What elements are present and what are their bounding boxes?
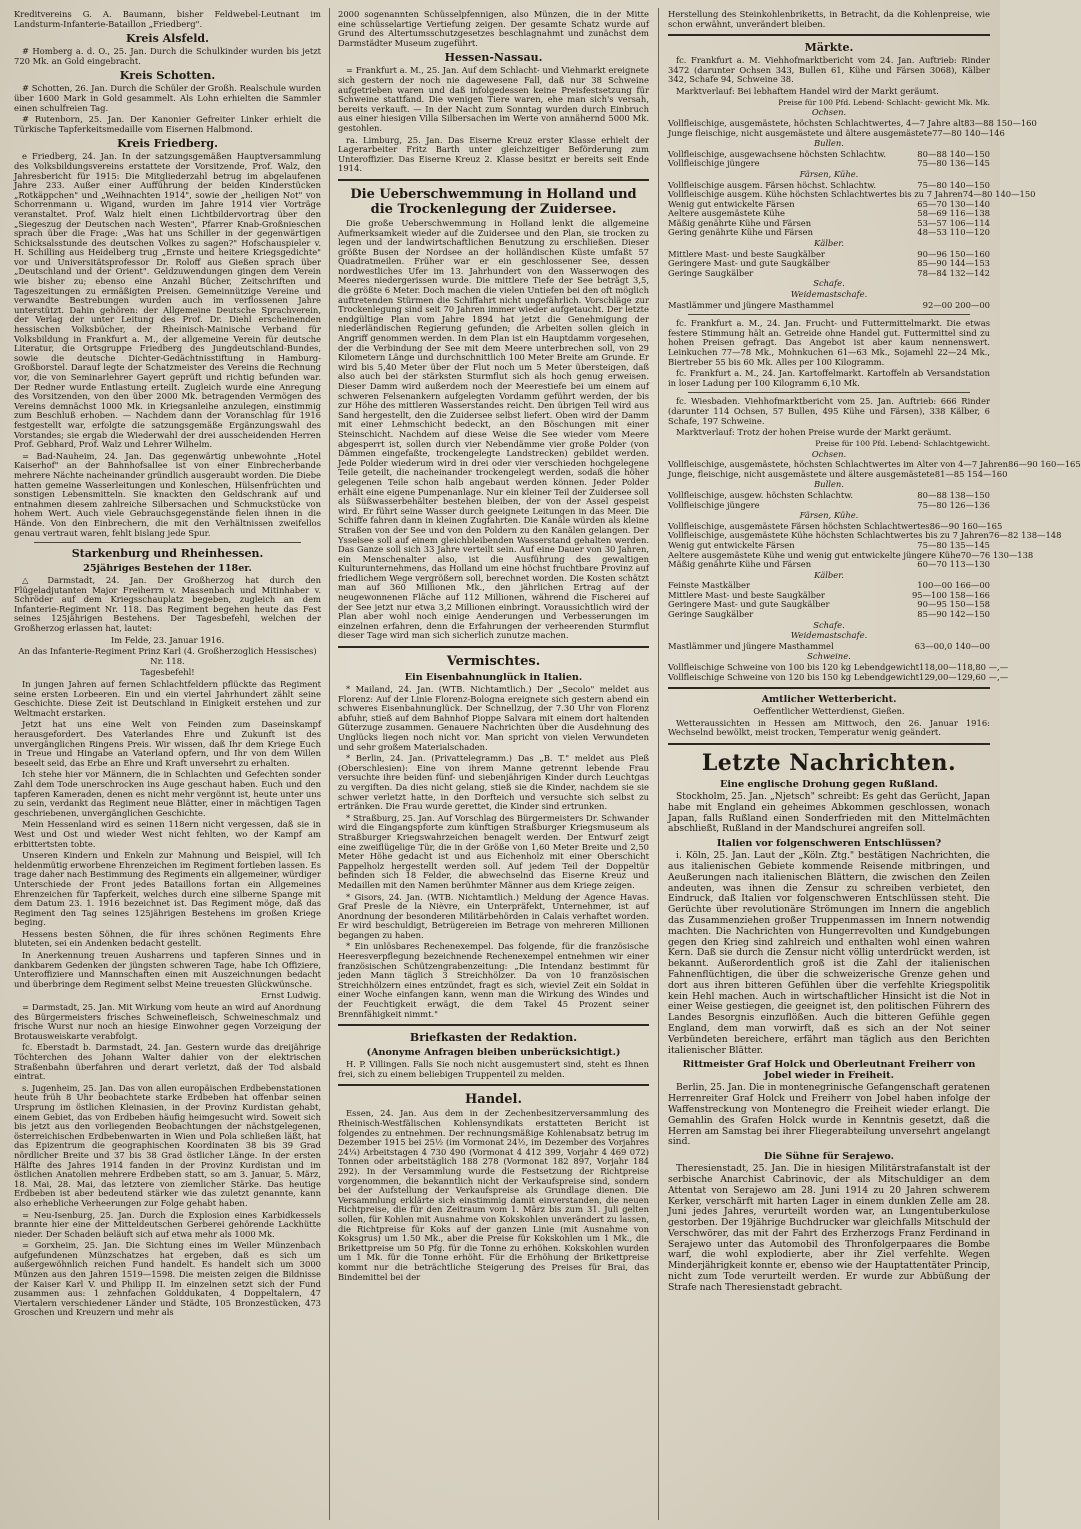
price-label: Mastlämmer und jüngere Masthammel [668,299,834,310]
price-values: 86—90 160—165 [929,520,1003,531]
intro-text: Kreditvereins G. A. Baumann, bisher Feldwebel-Leutnant im Landsturm-Infanterie-Bataillon „Friedberg". [14,9,321,29]
section-title: Starkenburg und Rheinhessen. [71,547,264,561]
article-paragraph: Die große Ueberschwemmung in Holland lenkt die allgemeine Aufmerksamkeit wieder auf die Zuidersee und den Plan, sie trocken zu legen und der landwirtschaftlichen Benutzung zu erschließen. Dieser größte Busen der Nordsee an der holländischen Küste umfaßt 57 Quadratmeilen. Früher war er ein geschlossener See, dessen nordwestliches Ufer im 13. Jahrhundert von den Wasserwogen des Meeres niedergerissen wurde. Die mittlere Tiefe der See beträgt 3,5, die größte 6 Meter. Doch machen die vielen Untiefen bei den oft möglich auftretenden Stürmen die Schiffahrt nicht ungefährlich. Vorschläge zur Trockenlegung sind seit 70 Jahren immer wieder aufgetaucht. Der letzte endgültige Plan vom Jahre 1894 hat jetzt die Genehmigung der niederländischen Regierung gefunden; die Arbeiten sollen gleich in Angriff genommen werden. In dem Plan ist ein Hauptdamm vorgesehen, der die Verbindung der See mit dem Meere unterbrechen soll, von 29 Kilometern Länge und durchschnittlich 100 Meter Breite am Grunde. Er wird bis 5,40 Meter über der Flut noch um 5 Meter übersteigen, daß also auch bei der stärksten Sturmflut sich als hoch genug erweisen. Dieser Damm wird außerdem noch der Meerestiefe bei um einem auf schweren Felsenankern aufgelegten Vordamm geführt werden, der bis zur Höhe des mittleren Wasserstandes reicht. Den übrigen Teil wird aus Sand hergestellt, den die Zuidersee selbst liefert. Oben wird der Damm mit einer Lehmschicht bedeckt, an den Böschungen mit einer Steinschicht. Nachdem auf diese Weise die See wieder vom Meere abgesperrt ist, sollen durch vier Nebendämme vier große Polder (von Dämmen eingefaßte, trockengelegte Landstrecken) gebildet werden. Jede Polder wiederum wird in drei oder vier verschieden hochgelegene Teile geteilt, die nacheinander trockengelegt werden, sodaß die höher gelegenen Teile schon halb angebaut werden können. Jeder Polder erhält eine eigene Pumpenanlage. Nur ein kleiner Teil der Zuidersee soll als Süßwasserbehälter bestehen bleiben, der von der Assel gespeist wird. Er führt seine Wasser durch geeignete Leitungen in das Meer. Die Schiffe fahren dann in kleinen Zugfahrten. Die Kanäle würden als kleine Straßen von der See und von den Poldern zu den Kanälen gelangen. Der Ysselsee soll auf einem gleichbleibenden Wasserstand gehalten werden. Das Ganze soll sich 33 Jahre verteilt sein. Auf eine Dauer von 30 Jahren, ein Menschenalter also, ist die Ausführung des gewaltigen Kulturunternehmens, das Holland um eine höchst fruchtbare Provinz auf friedlichem Wege vergrößern soll, berechnet worden. Die Kosten schätzt man auf 360 Millionen Mk., den jährlichen Ertrag auf der neugewonnenen Fläche auf 112 Millionen, während die Fischerei auf der See jetzt nur etwa 3,2 Millionen einbringt. Voraussichtlich wird der Plan aber wohl noch einige Aenderungen und Verbesserungen im einzelnen erfahren, denn die Erfahrungen der verheerenden Sturmflut dieser Tage wird man sich sicherlich zunutze machen. [338,217,649,641]
article-paragraph: e Friedberg, 24. Jan. In der satzungsgemäßen Hauptversammlung des Volksbildungsvereins erstattete der Vorsitzende, Prof. Walz, den Jahresbericht für 1915: Die Mitgliederzahl betrug im abgelaufenen Jahre 233. Außer einer Aufführung der beiden Kinderstücken „Rotkäppchen" und „Weihnachten 1914", sowie der „heiligen Not" von Schorrenmann u. Wigand, wurden im Jahre 1914 vier Vorträge veranstaltet. Prof. Walz hielt einen Lichtbildervortrag über den „Siegeszug der Deutschen nach Westen", Pfarrer Knab-Großnieschen sprach über die Frage: „Was hat uns Schiller in der gegenwärtigen Schicksalsstunde des deutschen Volkes zu sagen?" Hofschauspieler v. H. Schilling aus Heidelberg trug „Ernste und heitere Kriegsgedichte" vor und Universitätsprofessor Dr. Roloff aus Gießen sprach über „Deutschland und der Orient". Geldzuwendungen gingen dem Verein wie bisher zu; ebenso eine Anzahl Bücher, Zeitschriften und Tageszeitungen zu ermäßigten Preisen. Gemeinnützige Vereine und verwandte Bestrebungen wurden auch im verflossenen Jahre unterstützt. Dahin gehören: der Allgemeine Deutsche Sprachverein, der Verlag der unter Leitung des Prof. Dr. Diehl erscheinenden hessischen Volksbücher, der Rheinisch-Mainische Verband für Volksbildung in Frankfurt a. M., der allgemeine Verein für deutsche Literatur, die Ortsgruppe Friedberg des Jungdeutschland-Bundes, sowie die deutsche Dichter-Gedächtnisstiftung in Hamburg-Großborstel. Darauf legte der Schatzmeister des Vereins die Rechnung vor, die von Seminarlehrer Gayert geprüft und richtig befunden war. Der Redner wurde Entlastung erteilt. Zugleich wurde eine Anregung des Vorsitzenden, von den über 2000 Mk. betragenden Vermögen des Vereins demnächst 1000 Mk. in Kriegsanleihe anzulegen, einstimmig zum Beschluß erhoben. — Nachdem dann der Voranschlag für 1916 festgestellt war, erfolgte die satzungsgemäße Ergänzungswahl des Vorstandes; sie ergab die Wiederwahl der drei ausscheidenden Herren Prof. Gebhard, Prof. Walz und Lehrer Wilhelm. [14,151,321,450]
divider [668,743,990,745]
price-values: 75—80 136—145 [917,158,990,169]
column-rule [329,8,330,1520]
price-label: Mittlere Mast- und beste Saugkälber [668,248,825,259]
article-paragraph: Theresienstadt, 25. Jan. Die in hiesigen Militärstrafanstalt ist der serbische Anarchist Cabrinovic, der als Mitschuldiger an dem Attentat von Serajewo am 28. Juni 1914 zu 20 Jahren schwerem Kerker, verschärft mit harten Lager in einem dunklen Zelle am 28. Juni jedes Jahres, verurteilt worden war, an Lungentuberkulose gestorben. Der 19jährige Buchdrucker war gleichfalls Mitschuld der Verschwörer, das mit der Fahrt des Erzherzogs Franz Ferdinand in Serajewo unter das Automobil des Thronfolgerpaares die Bombe warf, die wohl explodierte, aber ihr Ziel verfehlte. Wegen Minderjährigkeit konnte er, ebenso wie der Hauptattentäter Princip, nicht zum Tode verurteilt werden. Er wurde zur Abbüßung der Strafe nach Theresienstadt gebracht. [668,1163,990,1293]
price-label: Vollfleischige jüngere [668,158,760,169]
market-verlauf: Marktverlauf: Bei lebhaftem Handel wird der Markt geräumt. [676,85,939,96]
price-row [668,159,990,169]
price-group-heading: Ochsen. [811,107,847,118]
article-paragraph: Hessens besten Söhnen, die für ihres schönen Regiments Ehre bluteten, sei ein Andenken bedacht gestellt. [14,928,321,949]
price-values: 81—85 154—160 [934,468,1008,479]
article-paragraph: H. P. Villingen. Falls Sie noch nicht ausgemustert sind, steht es Ihnen frei, sich zu einem beliebigen Truppenteil zu melden. [338,1059,649,1079]
price-values: 78—84 132—142 [917,267,990,278]
price-values: 85—90 144—153 [917,258,990,269]
price-label: Vollfleischige, ausgemästete Färsen höchsten Schlachtwertes [668,520,930,531]
article-subtitle: Italien vor folgenschweren Entschlüssen? [716,838,942,850]
article-paragraph: i. Köln, 25. Jan. Laut der „Köln. Ztg." bestätigen Nachrichten, die aus italienischen Gebiete kommende Reisende mitbringen, und Aeußerungen nach italienischen Blättern, die zwischen den Zeilen andeuten, was ihnen die Zensur zu schreiben verbietet, den Eindruck, daß Italien vor folgenschweren Entschlüssen steht. Die Gerüchte über revolutionäre Strömungen im Innern die angeblich das Zusammenziehen großer Truppenmassen im Innern notwendig machten. Die Nachrichten von Hungerrevolten und Kundgebungen gegen den Krieg sind zahlreich und enthalten wohl einen wahren Kern. Daß sie durch die Zensur nicht völlig unterdrückt werden, ist bekannt. Außerordentlich groß ist die Zahl der italienischen Fahnenflüchtigen, die über die schweizerische Grenze gehen und dort aus ihren bitteren Gefühlen über die verfehlte Kriegspolitik kein Hehl machen. Auch in wirtschaftlicher Hinsicht ist die Not in einer Weise gestiegen, die geeignet ist, den politischen Führern des Landes Besorgnis einzuflößen. Auch die bitteren Gefühle gegen England, dem man vorwirft, daß es sich an der Not seiner Verbündeten bereichere, erfährt man täglich aus den Berichten italienischer Blätter. [668,850,990,1056]
section-title: Kreis Friedberg. [117,137,218,151]
section-title: Kreis Schotten. [119,69,216,83]
article-subtitle: Ein Eisenbahnunglück in Italien. [404,672,583,684]
article-paragraph: s. Jugenheim, 25. Jan. Das von allen europäischen Erdbebenstationen heute früh 8 Uhr beobachtete starke Erdbeben hat offenbar seinen Ursprung im östlichen Kleinasien, in der Provinz Kurdistan gehabt, einem Gebiet, das von Erdbeben häufig heimgesucht wird. Soweit sich bis jetzt aus den vorliegenden Beobachtungen der nächstgelegenen, österreichischen Erdbebenwarten in Wien und Pola schließen läßt, hat das Epizentrum die geographischen Koordinaten 38 bis 39 Grad nördlicher Breite und 37 bis 38 Grad östlicher Länge. In der ersten Hälfte des Jahres 1914 fanden in der Provinz Kurdistan und im östlichen Anatolien mehrere Erdbeben statt, so am 3. Januar, 5. März, 18. Mai, 28. Mai, das letztere von ziemlicher Stärke. Das heutige Erdbeben ist aber bedeutend stärker wie das zuletzt genannte, kann also erhebliche Verheerungen zur Folge gehabt haben. [14,1082,321,1208]
market-intro: fc. Frankfurt a. M., 24. Jan. Kartoffelmarkt. Kartoffeln ab Versandstation in loser Ladung per 100 Kilogramm 6,10 Mk. [668,368,990,388]
article-paragraph: △ Darmstadt, 24. Jan. Der Großherzog hat durch den Flügeladjutanten Major Freiherrn v. Massenbach und Mitinhaber v. Schröder auf dem Kriegsschauplatz begeben, zugleich an dem Infanterie-Regiment Nr. 118. Das Regiment begehen heute das Fest seines 125jährigen Bestehens. Der Tagesbefehl, welchen der Großherzog erlassen hat, lautet: [14,575,321,634]
section-title: Handel. [465,1092,522,1108]
article-paragraph: # Schotten, 26. Jan. Durch die Schüler der Großh. Realschule wurden über 1600 Mark in Gold gesammelt. Als Lohn erhielten die Sammler einen schulfreien Tag. [14,83,321,113]
divider [668,34,990,36]
price-label: Aeltere ausgemästete Kühe [668,208,785,219]
price-group-heading: Ochsen. [811,448,847,459]
price-values: 65—70 130—140 [917,198,990,209]
order-title: Tagesbefehl! [140,667,195,678]
price-values: 74—80 140—150 [962,189,1036,200]
article-paragraph: Jetzt hat uns eine Welt von Feinden zum Daseinskampf herausgefordert. Des Vaterlandes Ehre und Zukunft ist des unvergänglichen Ringens Preis. Wir wissen, daß Ihr dem Kriege Euch in Treue und Hingabe an Vaterland opfern, und Ihr von dem Willen beseelt seid, das Erbe an Ehre und Kraft unversehrt zu erhalten. [14,719,321,768]
article-paragraph: * Berlin, 24. Jan. (Privattelegramm.) Das „B. T." meldet aus Pleß (Oberschlesien): Eine von ihrem Manne getrennt lebende Frau versuchte ihre beiden fünf- und siebenjährigen Kinder durch Leuchtgas zu vergiften. Da dies nicht gelang, stieß sie die Kinder, nachdem sie sie schwer verletzt hatte, in den Dorfteich und versuchte sich selbst zu ertränken. Die Frau wurde gerettet, die Kinder sind ertrunken. [338,753,649,812]
article-paragraph: # Rutenborn, 25. Jan. Der Kanonier Gefreiter Linker erhielt die Türkische Tapferkeitsmedaille vom Eisernen Halbmond. [14,114,321,134]
section-title: Kreis Alsfeld. [126,32,209,46]
price-group-heading: Weidemastschafe. [790,289,868,300]
price-label: Geringe Saugkälber [668,267,754,278]
section-title: Briefkasten der Redaktion. [409,1031,578,1045]
price-label: Wenig gut entwickelte Färsen [668,198,795,209]
price-label: Vollfleischige jüngere [668,499,760,510]
article-paragraph: In Anerkennung treuen Ausharrens und tapferen Sinnes und in dankbarem Gedenken der jüngsten schweren Tage, habe Ich Offiziere, Unteroffiziere und Mannschaften einen mit Auszeichnungen bedacht und überbringe dem Regiment selbst Meine treuesten Glückwünsche. [14,950,321,989]
price-row [668,642,990,652]
price-values: 95—100 158—166 [911,589,990,600]
price-values: 129,00—129,60 —,— [919,671,1009,682]
article-paragraph: = Neu-Isenburg, 25. Jan. Durch die Explosion eines Karbidkessels brannte hier eine der Mitteldeutschen Gerberei gehörende Lackhütte nieder. Der Schaden beläuft sich auf etwa mehr als 1000 Mk. [14,1209,321,1239]
price-label: Vollfleischige, ausgemästete, höchsten Schlachtwertes, 4—7 Jahre alt [668,117,965,128]
price-row [668,671,1009,683]
price-row [668,301,990,311]
price-values: 100—00 166—00 [917,580,990,591]
price-row [668,269,990,279]
price-label: Junge fleischige, nicht ausgemästete und ältere ausgemästete [668,127,933,138]
price-group-heading: Bullen. [814,479,844,490]
divider [338,1024,649,1026]
price-label: Mäßig genährte Kühe und Färsen [668,217,812,228]
price-values: 90—95 150—158 [917,599,990,610]
price-row [668,610,990,620]
column-middle [338,10,649,1520]
price-label: Mastlämmer und jüngere Masthammel [668,640,834,651]
price-row [668,228,990,238]
article-paragraph: fc. Eberstadt b. Darmstadt, 24. Jan. Gestern wurde das dreijährige Töchterchen des Johann Walter dahier von der elektrischen Straßenbahn überfahren und derart verletzt, daß der Tod alsbald eintrat. [14,1042,321,1082]
price-values: 83—88 150—160 [964,117,1037,128]
weather-forecast: Wetteraussichten in Hessen am Mittwoch, den 26. Januar 1916: Wechselnd bewölkt, meist trocken, Temperatur wenig geändert. [668,717,990,738]
article-paragraph: 2000 sogenannten Schüsselpfennigen, also Münzen, die in der Mitte eine schüsselartige Vertiefung zeigen. Der gesamte Schatz wurde auf Grund des Altertumsschutzgesetzes beschlagnahmt und zunächst dem Darmstädter Museum zugeführt. [338,9,649,48]
price-values: 63—00,0 140—00 [914,640,990,651]
price-values: 48—53 110—120 [917,227,990,238]
latest-news [668,779,990,1294]
price-group-heading: Schweine. [807,651,851,662]
price-label: Junge, fleischige, nicht ausgemästete und ältere ausgemästete [668,468,935,479]
weather-source: Oeffentlicher Wetterdienst, Gießen. [753,706,905,717]
article-paragraph: = Bad-Nauheim, 24. Jan. Das gegenwärtig unbewohnte „Hotel Kaiserhof" an der Bahnhofsallee ist von einer Einbrecherbande mehrere Nächte nacheinander gründlich ausgeraubt worden. Die Diebe hatten gemeine Wasserleitungen und Konleschen, Hülsenfrüchten und sonstigen Lebensmitteln. Sie knackten den Geldschrank auf und entnahmen diesem zahlreiche Silbersachen und Schmuckstücke von hohem Wert. Auch viele Gebrauchsgegenstände fielen ihnen in die Hände. Von den Einbrechern, die mit den Verhältnissen zweifellos genau vertraut waren, fehlt bislang jede Spur. [14,450,321,538]
price-header: Preise für 100 Pfd. Lebend- Schlachtgewicht. [815,438,990,448]
price-row [668,127,1005,139]
article-paragraph: * Mailand, 24. Jan. (WTB. Nichtamtlich.) Der „Secolo" meldet aus Florenz: Auf der Linie Florenz-Bologna ereignete sich gestern abend ein schweres Eisenbahnunglück. Der Schnellzug, der 7.30 Uhr von Florenz abfuhr, stieß auf dem Bahnhof Pioppe Salvara mit einem dort haltenden Güterzuge zusammen. Genauere Nachrichten über die Ausdehnung des Unglücks liegen noch nicht vor. Man spricht von vielen Verwundeten und sehr großem Materialschaden. [338,684,649,752]
article-paragraph: = Gorxheim, 25. Jan. Die Sichtung eines im Weiler Münzenbach aufgefundenen Münzschatzes hat ergeben, daß es sich um außergewöhnlich reichen Fund handelt. Es handelt sich um 3000 Münzen aus den Jahren 1519—1598. Die meisten zeigen die Bildnisse der Kaiser Karl V. und Philipp II. Im einzelnen setzt sich der Fund zusammen aus: 1 zehnfachen Golddukaten, 4 Doppeltalern, 47 Viertalern verschiedener Länder und Städte, 105 Bronzestücken, 473 Groschen und Kreuzern und mehr als [14,1240,321,1318]
article-paragraph: Essen, 24. Jan. Aus dem in der Zechenbesitzerversammlung des Rheinisch-Westfälischen Kohlensyndikats erstatteten Bericht ist folgendes zu entnehmen. Der rechnungsmäßige Kohlenabsatz betrug im Dezember 1915 bei 25½ (im Vormonat 24½, im Dezember des Vorjahres 24¼) Arbeitstagen 4 730 490 (Vormonat 4 412 399, Vorjahr 4 469 072) Tonnen oder arbeitstäglich 188 278 (Vormonat 182 897, Vorjahr 184 292). In der Versammlung wurde die Festsetzung der Richtpreise vorgenommen, die bekanntlich nicht der Verkaufspreise sind, sondern bei der Aufstellung der Verkaufspreise als Grundlage dienen. Die Versammlung erklärte sich einstimmig damit einverstanden, die neuen Richtpreise, die für den Zeitraum vom 1. März bis zum 31. Juli gelten sollen, für Kohlen mit Ausnahme von Kokskohlen unverändert zu lassen, die Richtpreise für Koks auf der ganzen Linie (mit Ausnahme von Koksgrus) um 1.50 Mk., aber die Preise für Kokskohlen um 1 Mk., die Brikettpreise um 50 Pfg. für die Tonne zu erhöhen. Kokskohlen wurden um 1 Mk. für die Tonne erhöht. Für die Erhöhung der Brikettpreise kommt nur die beträchtliche Steigerung des Preises für Brai, das Bindemittel bei der [338,1108,649,1282]
article-paragraph: ra. Limburg, 25. Jan. Das Eiserne Kreuz erster Klasse erhielt der Lagerarbeiter Fritz Barth unter gleichzeitiger Beförderung zum Unteroffizier. Das Eiserne Kreuz 2. Klasse besitzt er bereits seit Ende 1914. [338,134,649,174]
article-paragraph: In jungen Jahren auf fernen Schlachtfeldern pflückte das Regiment seine ersten Lorbeeren. Ein und ein viertel Jahrhundert zählt seine Geschichte. Diese Zeit ist Deutschland in Einigkeit erstehen und zur Weltmacht erstarken. [14,679,321,718]
price-values: 75—80 135—145 [917,539,990,550]
article-paragraph: = Frankfurt a. M., 25. Jan. Auf dem Schlacht- und Viehmarkt ereignete sich gestern der noch nie dagewesene Fall, daß nur 38 Schweine aufgetrieben waren und daß infolgedessen keine Preisfestsetzung für Schweine stattfand. Die wenigen Tiere waren, ehe man sich's versah, bereits verkauft. — In der Nacht zum Sonntag wurden durch Einbruch aus einer hiesigen Villa Silbersachen im Werte von annähernd 5000 Mk. gestohlen. [338,65,649,133]
price-label: Mittlere Mast- und beste Saugkälber [668,589,825,600]
column-rule [658,8,659,1520]
price-values: 90—96 150—160 [917,248,990,259]
divider [688,392,970,393]
divider [668,687,990,689]
price-group-heading: Kälber. [814,238,844,249]
article-paragraph: = Darmstadt, 25. Jan. Mit Wirkung vom heute an wird auf Anordnung des Bürgermeisters frisches Schweinefleisch, Schweineschmalz und frische Wurst nur noch an hiesige Einwohner gegen Vorzeigung der Brotausweiskarte verabfolgt. [14,1002,321,1041]
article-paragraph: Stockholm, 25. Jan. „Njetsch" schreibt: Es geht das Gerücht, Japan habe mit England ein geheimes Abkommen geschlossen, wonach Japan, falls Rußland einen Sonderfrieden mit den Mittelmächten abschließt, Rußland in der Mandschurei angreifen soll. [668,791,990,835]
price-header: Preise für 100 Pfd. Lebend- Schlacht- gewicht Mk. Mk. [778,97,990,107]
market-report [668,55,1081,682]
price-label: Vollfleischige Schweine von 100 bis 120 kg Lebendgewicht [668,662,920,673]
price-values: 92—00 200—00 [922,299,990,310]
price-label: Aeltere ausgemästete Kühe und wenig gut entwickelte jüngere Kühe [668,549,961,560]
divider [338,1084,649,1086]
price-label: Vollfleischige Schweine von 120 bis 150 kg Lebendgewicht [668,671,920,682]
column-right [668,9,1081,1520]
market-verlauf: Marktverlauf: Trotz der hohen Preise wurde der Markt geräumt. [676,427,952,438]
article-paragraph: Herstellung des Steinkohlenbriketts, in Betracht, da die Kohlenpreise, wie schon erwähnt, unverändert bleiben. [668,9,990,29]
article-paragraph: # Homberg a. d. O., 25. Jan. Durch die Schulkinder wurden bis jetzt 720 Mk. an Gold eingebracht. [14,46,321,66]
price-values: 80—88 140—150 [917,148,990,159]
dateline: Im Felde, 23. Januar 1916. [110,634,225,645]
market-intro: fc. Wiesbaden. Viehhofmarktbericht vom 25. Jan. Auftrieb: 666 Rinder (darunter 114 Ochsen, 57 Bullen, 495 Kühe und Färsen), 338 Kälber, 6 Schafe, 197 Schweine. [668,396,990,426]
section-title: Amtlicher Wetterbericht. [761,694,897,706]
market-intro: fc. Frankfurt a. M. Viehhofmarktbericht vom 24. Jan. Auftrieb: Rinder 3472 (darunter Ochsen 343, Bullen 61, Kühe und Färsen 3068), Kälber 342, Schafe 94, Schweine 38. [668,55,990,85]
price-group-heading: Weidemastschafe. [790,630,868,641]
article-subtitle: (Anonyme Anfragen bleiben unberücksichtigt.) [366,1047,621,1059]
price-label: Geringere Mast- und gute Saugkälber [668,599,830,610]
signature: Ernst Ludwig. [260,990,321,1001]
price-group-heading: Färsen, Kühe. [799,510,859,521]
price-label: Gering genährte Kühe und Färsen [668,227,814,238]
price-values: 60—70 113—130 [917,559,990,570]
divider [338,646,649,648]
price-label: Feinste Mastkälber [668,580,750,591]
market-intro: fc. Frankfurt a. M., 24. Jan. Frucht- und Futtermittelmarkt. Die etwas festere Stimmung hält an. Getreide ohne Handel gut. Futtermittel sind zu hohen Preisen gefragt. Das Angebot ist aber kaum nennenswert. Leinkuchen 77—78 Mk., Mohnkuchen 61—63 Mk., Sojamehl 22—24 Mk., Biertreber 55 bis 60 Mk. Alles per 100 Kilogramm. [668,318,990,367]
section-title: Märkte. [804,41,854,55]
price-values: 75—80 140—150 [917,179,990,190]
article-subtitle: Rittmeister Graf Holck und Oberleutnant Freiherr von Jobel wieder in Freiheit. [682,1059,976,1082]
price-label: Geringe Saugkälber [668,609,754,620]
price-row [668,468,1008,480]
price-values: 77—80 140—146 [932,127,1005,138]
price-label: Geringere Mast- und gute Saugkälber [668,258,830,269]
price-row [668,560,990,570]
price-values: 76—82 138—148 [988,530,1062,541]
section-title: Vermischtes. [446,654,541,670]
price-label: Vollfleischige, ausgemästete Kühe höchsten Schlachtwertes bis zu 7 Jahren [668,530,989,541]
divider [338,179,649,181]
price-values: 75—80 126—136 [917,499,990,510]
letzte-nachrichten-title: Letzte Nachrichten. [701,750,957,776]
price-label: Mäßig genährte Kühe und Färsen [668,559,812,570]
section-title: Hessen-Nassau. [444,51,543,65]
article-subtitle: Eine englische Drohung gegen Rußland. [720,779,938,790]
divider [688,314,970,315]
article-subtitle: 25jähriges Bestehen der 118er. [83,563,252,575]
price-values: 80—88 138—150 [917,489,990,500]
price-label: Vollfleischige, ausgewachsene höchsten Schlachtw. [668,148,887,159]
price-values: 53—57 106—114 [917,217,990,228]
divider [34,542,301,543]
article-paragraph: * Gisors, 24. Jan. (WTB. Nichtamtlich.) Meldung der Agence Havas. Graf Presle de la Nièvre, ein Unterpräfekt, Unternehmer, ist auf Anordnung der besonderen Militärbehörden in Calais verhaftet worden. Er wird beschuldigt, Betrügereien im Betrage von mehreren Millionen begangen zu haben. [338,891,649,940]
column-left [14,10,321,1520]
price-group-heading: Bullen. [814,138,844,149]
price-label: Wenig gut entwickelte Färsen [668,539,795,550]
article-paragraph: * Straßburg, 25. Jan. Auf Vorschlag des Bürgermeisters Dr. Schwander wird die Eingangspforte zum künftigen Straßburger Kriegsmuseum als Straßburger Kriegswahrzeichen benagelt werden. Der Entwurf zeigt eine zweiflügelige Tür, die in der Größe von 1,60 Meter Breite und 2,50 Meter Höhe gedacht ist und aus Eichenholz mit einer Oberschicht Pappelholz hergestellt werden soll. Auf jedem Teil der Doppeltür befinden sich 18 Felder, die abwechselnd das Eiserne Kreuz und Medaillen mit den Namen berühmter Männer aus dem Kriege zeigen. [338,812,649,890]
article-paragraph: * Ein unlösbares Rechenexempel. Das folgende, für die französische Heeresverpflegung bezeichnende Rechenexempel entnehmen wir einer französischen Schützengrabenzeitung: „Die Intendanz bestimmt für jeden Mann täglich 3 Streichhölzer. Da von 10 französischen Streichhölzern eines entzündet, fragt es sich, wieviel Zeit ein Soldat in einer Woche einfangen kann, wenn man die Wirkung des Windes und der Feuchtigkeit erwägt, die dem Takel 45 Prozent seiner Brennfähigkeit nimmt." [338,941,649,1019]
price-values: 58—69 116—138 [917,208,990,219]
price-group-heading: Schafe. [813,278,845,289]
price-row [668,501,990,511]
price-label: Vollfleischige ausgem. Färsen höchst. Schlachtw. [668,179,877,190]
article-paragraph: Unseren Kindern und Enkeln zur Mahnung und Beispiel, will Ich heldenmütig erworbene Ehrenzeichen im Regiment fortleben lassen. Es trage daher nach Bestimmung des Regiments ein allgemeiner, würdiger Unterschiede der Front jedes Bataillons fortan ein Allgemeines Ehrenzeichen für Tapferkeit, welches durch eine silberne Spange mit dem Datum 23. 1. 1916 bezeichnet ist. Das Regiment möge, daß das Regiment den Tag seines 125jährigen Bestehens im großen Kriege beging. [14,850,321,928]
price-values: 70—76 130—138 [960,549,1034,560]
price-values: 118,00—118,80 —,— [919,662,1009,673]
article-paragraph: Mein Hessenland wird es seinen 118ern nicht vergessen, daß sie in West und Ost und wieder West nicht fehlten, wo der Kampf am erbittertsten tobte. [14,819,321,849]
price-label: Vollfleischige, ausgew. höchsten Schlachtw. [668,489,854,500]
article-headline: Die Ueberschwemmung in Holland und die Trockenlegung der Zuidersee. [350,186,637,217]
article-subtitle: Die Sühne für Serajewo. [764,1151,894,1163]
article-paragraph: Ich stehe hier vor Männern, die in Schlachten und Gefechten sonder Zahl dem Tode unerschrocken ins Auge geschaut haben. Euch und den tapferen Kameraden, denen es nicht mehr vergönnt ist, heute unter uns zu sein, verdankt das Regiment neue Blätter, einer in mächtigen Tagen geschriebenen, unvergänglichen Geschichte. [14,769,321,818]
price-group-heading: Färsen, Kühe. [799,168,859,179]
price-group-heading: Kälber. [814,569,844,580]
price-table [668,448,1081,683]
price-values: 85—90 142—150 [917,609,990,620]
price-values: 86—90 160—165 [1007,459,1081,470]
address-line: An das Infanterie-Regiment Prinz Karl (4. Großherzoglich Hessisches) Nr. 118. [18,646,317,666]
price-label: Vollfleischige, ausgemästete, höchsten Schlachtwertes im Alter von 4—7 Jahren [668,459,1008,470]
price-table [668,107,1037,310]
price-label: Vollfleischige ausgem. Kühe höchsten Schlachtwertes bis zu 7 Jahren [668,189,963,200]
article-paragraph: Berlin, 25. Jan. Die in montenegrinische Gefangenschaft geratenen Herrenreiter Graf Holck und Freiherr von Jobel haben infolge der Waffenstreckung von Montenegro die Freiheit wieder erlangt. Die Gemahlin des Grafen Holck wurde in Kenntnis gesetzt, daß die Herren am Samstag bei ihrer Fliegerabteilung unversehrt angelangt sind. [668,1082,990,1148]
price-group-heading: Schafe. [813,619,845,630]
